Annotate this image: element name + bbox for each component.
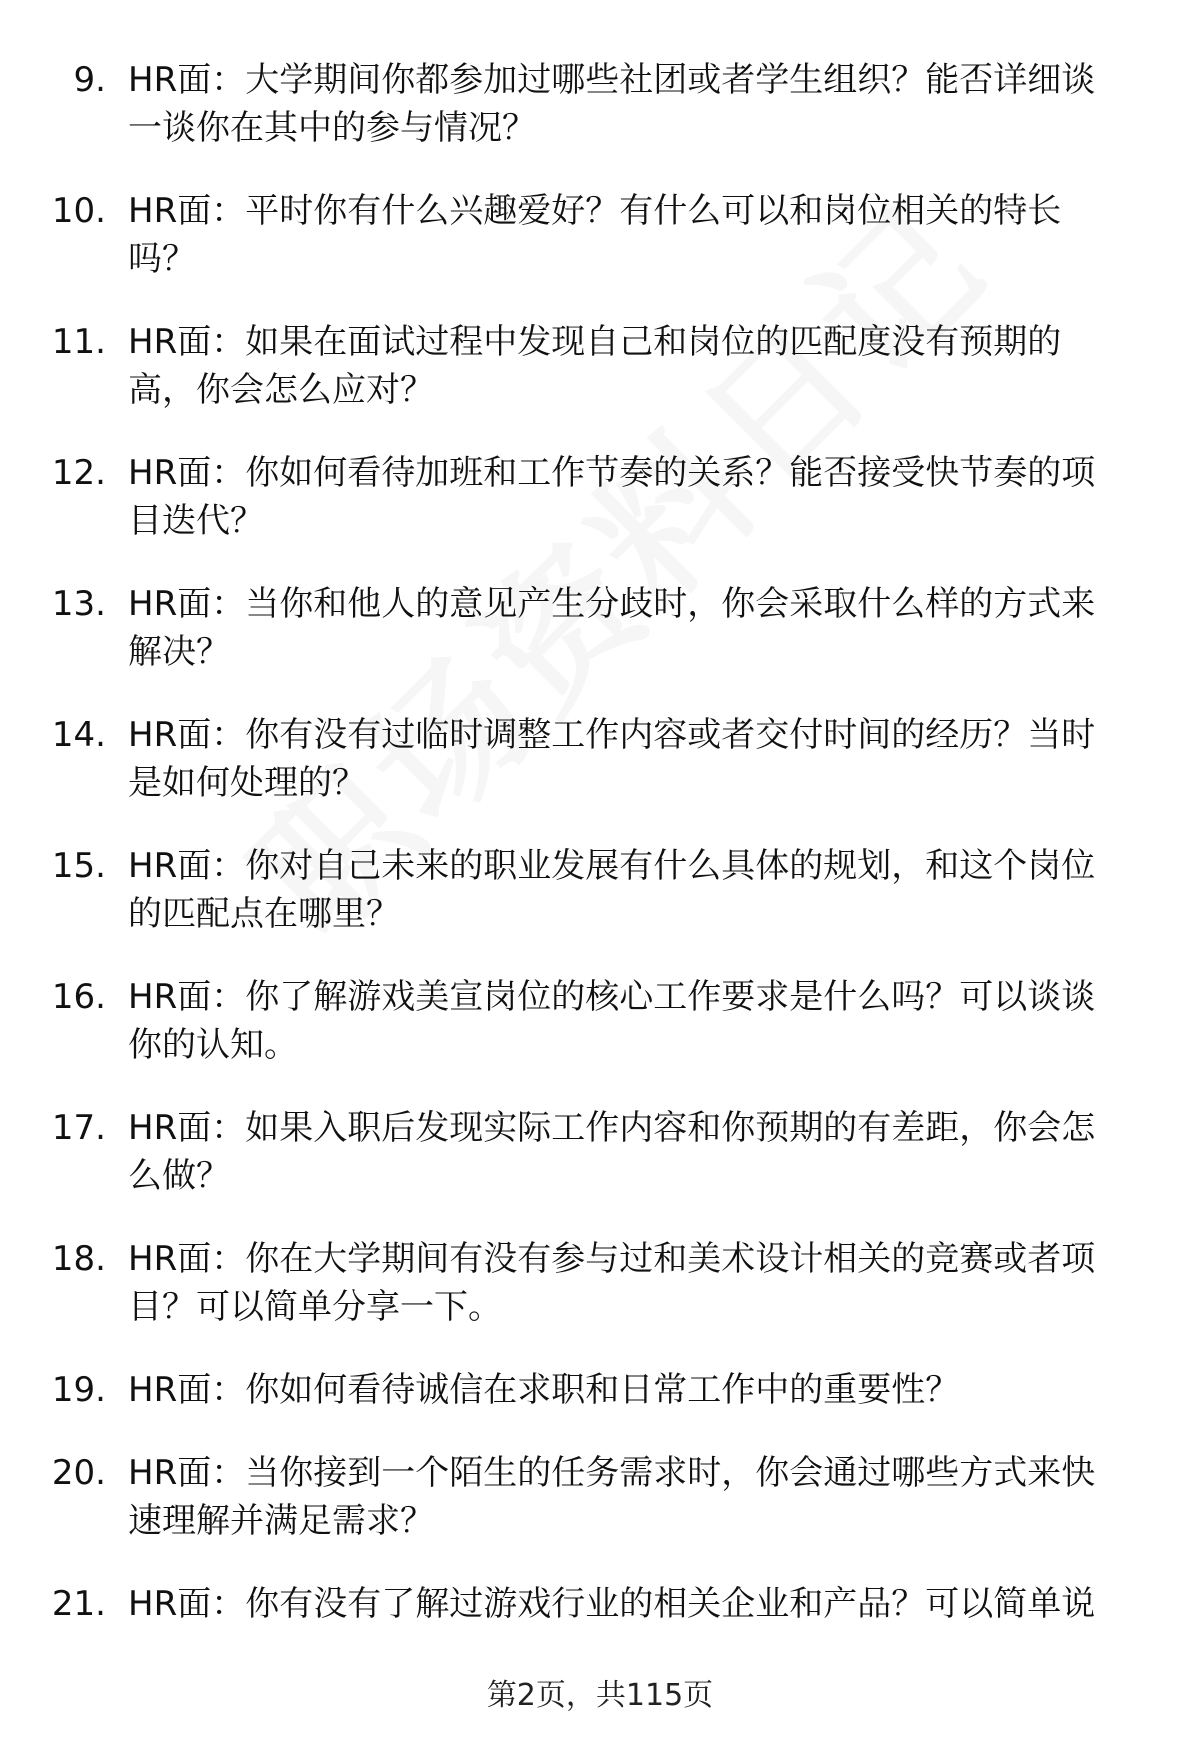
question-item [0, 1104, 1200, 1235]
question-item [0, 449, 1200, 580]
question-number: 13. [51, 584, 106, 624]
question-number: 11. [51, 322, 106, 362]
question-text: HR面：你有没有了解过游戏行业的相关企业和产品？可以简单说 [128, 1584, 1096, 1624]
question-number: 17. [51, 1108, 106, 1148]
question-item [0, 56, 1200, 187]
question-text: HR面：你如何看待诚信在求职和日常工作中的重要性？ [128, 1370, 960, 1410]
question-item [0, 1366, 1200, 1449]
question-number: 19. [51, 1370, 106, 1410]
question-item [0, 1449, 1200, 1580]
question-text: HR面：平时你有什么兴趣爱好？有什么可以和岗位相关的特长 吗？ [128, 191, 1062, 279]
question-item [0, 842, 1200, 973]
question-number: 15. [51, 846, 106, 886]
question-text: HR面：如果入职后发现实际工作内容和你预期的有差距，你会怎 么做？ [128, 1108, 1096, 1196]
page-footer: 第2页，共115页 [486, 1678, 714, 1713]
question-item [0, 187, 1200, 318]
question-item [0, 973, 1200, 1104]
question-text: HR面：你对自己未来的职业发展有什么具体的规划，和这个岗位 的匹配点在哪里？ [128, 846, 1096, 934]
question-text: HR面：你在大学期间有没有参与过和美术设计相关的竞赛或者项 目？可以简单分享一下。 [128, 1239, 1096, 1327]
question-number: 10. [51, 191, 106, 231]
question-number: 21. [51, 1584, 106, 1624]
question-item [0, 580, 1200, 711]
question-text: HR面：你有没有过临时调整工作内容或者交付时间的经历？当时 是如何处理的？ [128, 715, 1096, 803]
question-text: HR面：你了解游戏美宣岗位的核心工作要求是什么吗？可以谈谈 你的认知。 [128, 977, 1096, 1065]
question-number: 14. [51, 715, 106, 755]
question-number: 18. [51, 1239, 106, 1279]
question-item [0, 1580, 1200, 1640]
question-text: HR面：当你和他人的意见产生分歧时，你会采取什么样的方式来 解决？ [128, 584, 1096, 672]
question-number: 12. [51, 453, 106, 493]
question-number: 9. [73, 60, 106, 100]
question-item [0, 318, 1200, 449]
question-list [0, 56, 1200, 1640]
question-item [0, 711, 1200, 842]
question-text: HR面：你如何看待加班和工作节奏的关系？能否接受快节奏的项 目迭代？ [128, 453, 1096, 541]
question-number: 16. [51, 977, 106, 1017]
question-text: HR面：当你接到一个陌生的任务需求时，你会通过哪些方式来快 速理解并满足需求？ [128, 1453, 1096, 1541]
question-text: HR面：大学期间你都参加过哪些社团或者学生组织？能否详细谈 一谈你在其中的参与情况？ [128, 60, 1096, 148]
question-number: 20. [51, 1453, 106, 1493]
question-item [0, 1235, 1200, 1366]
question-text: HR面：如果在面试过程中发现自己和岗位的匹配度没有预期的 高，你会怎么应对？ [128, 322, 1062, 410]
